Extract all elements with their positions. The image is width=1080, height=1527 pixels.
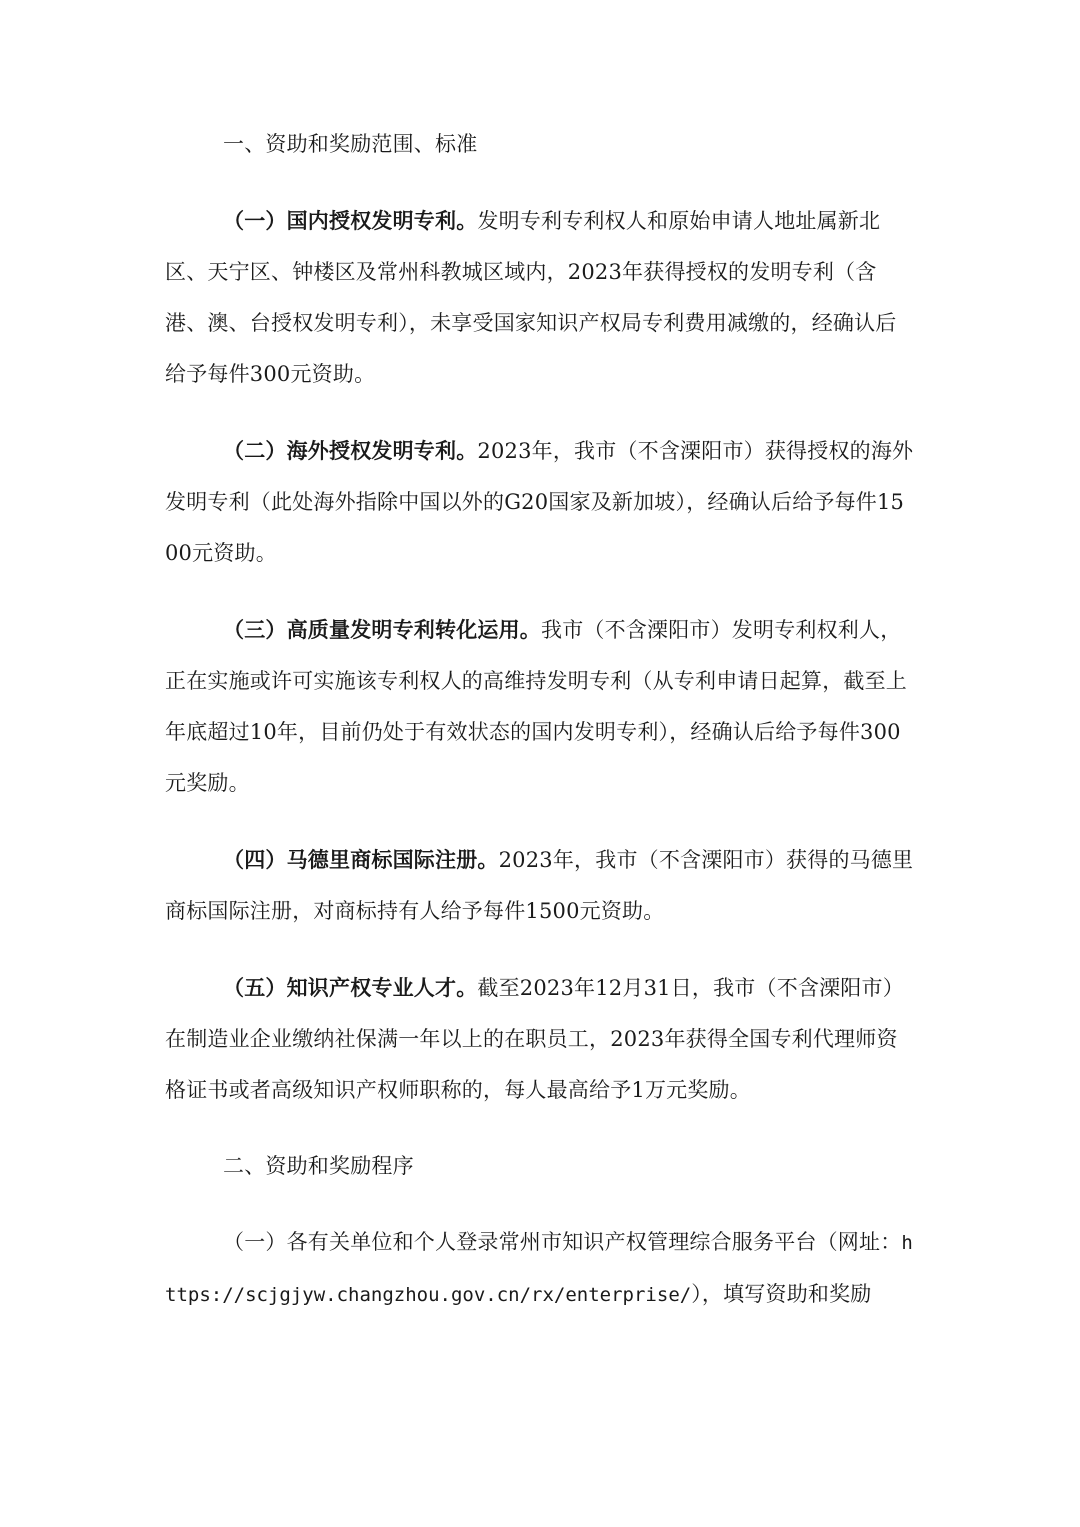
section-heading-scope: 一、资助和奖励范围、标准: [223, 132, 478, 156]
section-heading-procedure: 二、资助和奖励程序: [223, 1154, 414, 1178]
item-body: 发明专利专利权人和原始申请人地址属新北区、天宁区、钟楼区及常州科教城区域内，2023年获得授权的发明专利（含港、澳、台授权发明专利），未享受国家知识产权局专利费用减缴的，经确认后给予每件300元资助。: [165, 209, 897, 386]
item-madrid-trademark: [165, 834, 915, 937]
item-ip-talent: [165, 962, 915, 1116]
item-prefix: （一）各有关单位和个人登录常州市知识产权管理综合服务平台（网址：: [223, 1230, 902, 1254]
item-title: （五）知识产权专业人才。: [223, 975, 478, 1000]
item-title: （四）马德里商标国际注册。: [223, 847, 499, 872]
item-platform-login: [165, 1217, 915, 1321]
item-domestic-patent: [165, 195, 915, 400]
item-overseas-patent: [165, 425, 915, 579]
item-body: 2023年，我市（不含溧阳市）获得授权的海外发明专利（此处海外指除中国以外的G20国家及新加坡），经确认后给予每件1500元资助。: [165, 439, 914, 565]
item-title: （二）海外授权发明专利。: [223, 438, 478, 463]
item-body: 2023年，我市（不含溧阳市）获得的马德里商标国际注册，对商标持有人给予每件1500元资助。: [165, 848, 914, 923]
item-patent-transfer: [165, 604, 915, 809]
item-body: 我市（不含溧阳市）发明专利权利人，正在实施或许可实施该专利权人的高维持发明专利（从专利申请日起算，截至上年底超过10年，目前仍处于有效状态的国内发明专利），经确认后给予每件300元奖励。: [165, 618, 907, 795]
document-body: [165, 119, 915, 1321]
item-title: （三）高质量发明专利转化运用。: [223, 617, 541, 642]
item-title: （一）国内授权发明专利。: [223, 208, 478, 233]
platform-url-link[interactable]: https://scjgjyw.changzhou.gov.cn/rx/enterprise/: [165, 1232, 913, 1306]
item-suffix: ），填写资助和奖励: [691, 1282, 872, 1306]
item-body: 截至2023年12月31日，我市（不含溧阳市）在制造业企业缴纳社保满一年以上的在职员工，2023年获得全国专利代理师资格证书或者高级知识产权师职称的，每人最高给予1万元奖励。: [165, 976, 904, 1102]
